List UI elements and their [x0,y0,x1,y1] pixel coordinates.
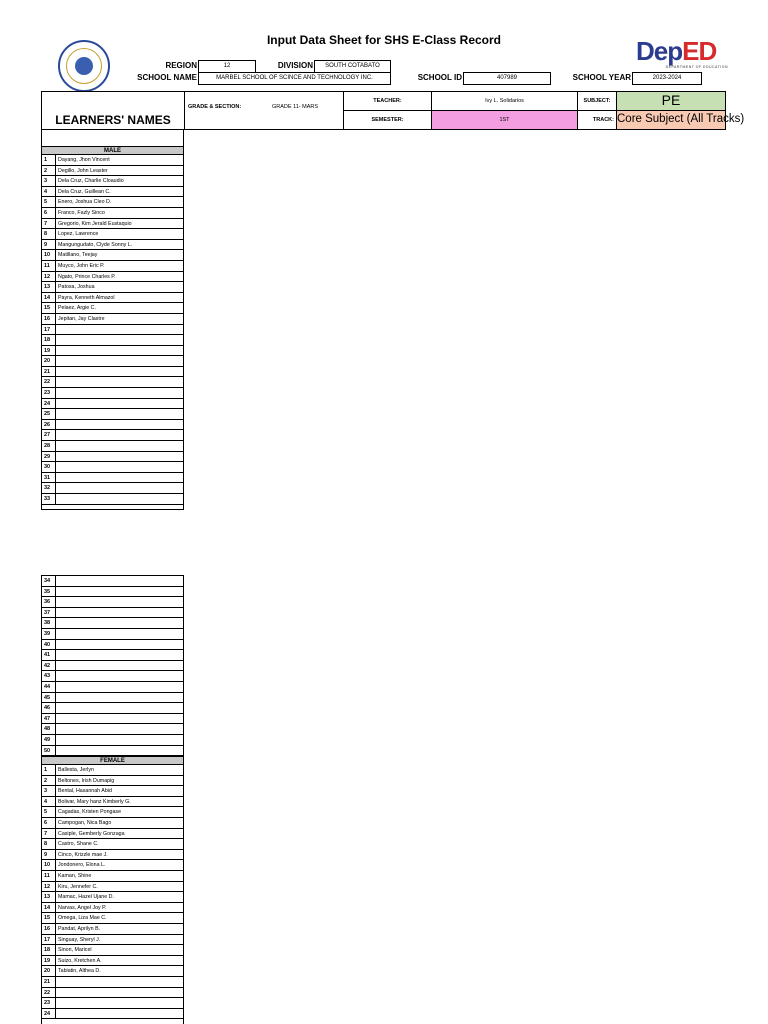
learner-row[interactable] [42,473,183,484]
male-female-list [41,575,184,1024]
school-name-field[interactable]: MARBEL SCHOOL OF SCINCE AND TECHNOLOGY INC. [198,72,391,85]
learner-name[interactable]: Lopez, Lawrence [58,231,99,238]
learner-row[interactable] [42,966,183,977]
learner-row[interactable] [42,871,183,882]
track-field[interactable]: Core Subject (All Tracks) [616,110,726,130]
learner-row[interactable] [42,462,183,473]
learner-name[interactable]: Jondonero, Elona L. [58,862,106,869]
semester-label: SEMESTER: [343,110,432,130]
learner-row[interactable] [42,945,183,956]
male-section-header: MALE [42,146,183,155]
row-number: 16 [42,314,56,324]
learner-row[interactable] [42,786,183,797]
learner-name[interactable]: Mangungudato, Clyde Sonny L. [58,241,133,248]
learner-name[interactable]: Franco, Fazly Sinco [58,209,105,216]
row-number: 14 [42,903,56,913]
learner-name[interactable]: Bental, Hasannah Abid [58,788,112,795]
row-number: 44 [42,682,56,692]
row-number: 6 [42,208,56,218]
learner-name[interactable]: Castro, Shane C. [58,841,99,848]
learner-row[interactable] [42,629,183,640]
learner-name[interactable]: Pandat, Aprilyn B. [58,926,101,932]
learner-row[interactable] [42,155,183,166]
region-field[interactable]: 12 [198,60,256,73]
learner-row[interactable] [42,576,183,587]
page-title: Input Data Sheet for SHS E-Class Record [266,33,502,47]
learner-name[interactable]: Suizo, Kretchen A. [58,957,102,964]
row-number: 5 [42,807,56,817]
learner-row[interactable] [42,746,183,757]
row-number: 14 [42,293,56,303]
subject-label: SUBJECT: [577,91,617,111]
row-number: 9 [42,240,56,250]
learner-row[interactable] [42,483,183,494]
learner-row[interactable] [42,977,183,988]
learner-row[interactable] [42,272,183,283]
row-number: 18 [42,335,56,345]
learner-row[interactable] [42,924,183,935]
learner-name[interactable]: Sinon, Maricel [58,947,92,954]
learner-row[interactable] [42,735,183,746]
learner-row[interactable] [42,409,183,420]
learner-row[interactable] [42,494,183,505]
learner-name[interactable]: Enero, Joshua Cleo D. [58,199,112,206]
row-number: 6 [42,818,56,828]
row-number: 28 [42,441,56,451]
learner-name[interactable]: Casiple, Gemberly Gonzaga [58,830,125,837]
learner-name[interactable]: Omega, Liza Mae C. [58,915,107,922]
learner-row[interactable] [42,335,183,346]
learner-row[interactable] [42,399,183,410]
learner-row[interactable] [42,420,183,431]
row-number: 19 [42,956,56,966]
row-number: 7 [42,829,56,839]
row-number: 26 [42,420,56,430]
row-number: 10 [42,250,56,260]
grade-section-value[interactable]: GRADE 11- MARS [272,104,319,110]
teacher-label: TEACHER: [343,91,432,111]
learner-row[interactable] [42,913,183,924]
row-number: 33 [42,494,56,504]
learner-row[interactable] [42,187,183,198]
learner-row[interactable] [42,261,183,272]
division-label: DIVISION [277,61,313,70]
learner-name[interactable]: Tabiatin, Althea D. [58,968,101,975]
row-number: 13 [42,892,56,902]
learner-row[interactable] [42,776,183,787]
row-number: 11 [42,261,56,271]
learner-row[interactable] [42,1009,183,1020]
row-number: 35 [42,587,56,597]
school-name-label: SCHOOL NAME [137,73,197,82]
learner-name[interactable]: Kaman, Shine [58,873,92,880]
learner-name[interactable]: Cagadas, Kristen Pongase [58,809,122,816]
row-number: 15 [42,303,56,313]
learner-row[interactable] [42,682,183,693]
row-number: 20 [42,356,56,366]
learner-row[interactable] [42,250,183,261]
learner-row[interactable] [42,388,183,399]
learner-row[interactable] [42,430,183,441]
learner-row[interactable] [42,197,183,208]
row-number: 3 [42,176,56,186]
row-number: 2 [42,776,56,786]
row-number: 36 [42,597,56,607]
learner-name[interactable]: Ballesta, Jerlyn [58,767,94,774]
row-number: 30 [42,462,56,472]
row-number: 9 [42,850,56,860]
row-number: 19 [42,346,56,356]
deped-seal-icon [58,40,110,92]
learner-name[interactable]: Campogan, Nica Bago [58,820,112,827]
learner-name[interactable]: Matillano, Teejay [58,252,98,259]
row-number: 24 [42,399,56,409]
learner-row[interactable] [42,608,183,619]
learner-row[interactable] [42,314,183,325]
learner-row[interactable] [42,650,183,661]
row-number: 23 [42,998,56,1008]
row-number: 46 [42,703,56,713]
learner-name[interactable]: Payra, Kenneth Almazol [58,294,115,301]
learner-row[interactable] [42,325,183,336]
row-number: 22 [42,377,56,387]
learner-row[interactable] [42,829,183,840]
row-number: 20 [42,966,56,976]
row-number: 47 [42,714,56,724]
learner-row[interactable] [42,797,183,808]
learner-row[interactable] [42,988,183,999]
learner-name[interactable]: Patosa, Joshua [58,284,95,291]
row-number: 12 [42,882,56,892]
learner-row[interactable] [42,597,183,608]
learner-row[interactable] [42,176,183,187]
row-number: 4 [42,797,56,807]
row-number: 50 [42,746,56,756]
row-number: 22 [42,988,56,998]
row-number: 41 [42,650,56,660]
learner-row[interactable] [42,240,183,251]
learner-row[interactable] [42,282,183,293]
learner-row[interactable] [42,714,183,725]
learner-row[interactable] [42,661,183,672]
subject-field[interactable]: PE [616,91,726,111]
row-number: 43 [42,671,56,681]
learner-row[interactable] [42,356,183,367]
info-header-table [41,91,745,130]
row-number: 23 [42,388,56,398]
row-number: 21 [42,367,56,377]
row-number: 3 [42,786,56,796]
learner-name[interactable]: Kiru, Jennefer C. [58,883,98,890]
row-number: 49 [42,735,56,745]
semester-field[interactable]: 1ST [431,110,578,130]
learner-name[interactable]: Muyco, John Eric P. [58,262,105,269]
grade-section-cell [184,91,344,130]
learner-row[interactable] [42,860,183,871]
learner-name[interactable]: Singuay, Sheryl J. [58,936,101,943]
learner-row[interactable] [42,303,183,314]
row-number: 1 [42,765,56,775]
row-number: 1 [42,155,56,165]
school-year-field[interactable]: 2023-2024 [632,72,702,85]
learner-name[interactable]: Ngato, Prince Charles P. [58,273,116,280]
learner-row[interactable] [42,367,183,378]
logo-dep-text: Dep [636,36,683,66]
school-year-label: SCHOOL YEAR [572,73,631,82]
school-id-field[interactable]: 407989 [463,72,551,85]
row-number: 16 [42,924,56,934]
learner-row[interactable] [42,618,183,629]
row-number: 42 [42,661,56,671]
logo-subtitle: DEPARTMENT OF EDUCATION [665,65,728,69]
learner-name[interactable]: Narvas, Angel Joy P. [58,904,107,911]
row-number: 29 [42,452,56,462]
row-number: 5 [42,197,56,207]
learner-row[interactable] [42,818,183,829]
learner-row[interactable] [42,882,183,893]
learner-row[interactable] [42,452,183,463]
school-id-label: SCHOOL ID [417,73,462,82]
region-label: REGION [165,61,197,70]
learner-row[interactable] [42,850,183,861]
learner-row[interactable] [42,807,183,818]
learner-row[interactable] [42,935,183,946]
learner-row[interactable] [42,229,183,240]
row-number: 45 [42,693,56,703]
learner-row[interactable] [42,693,183,704]
learner-row[interactable] [42,998,183,1009]
learner-name[interactable]: Mamac, Hazel Ujane D. [58,894,114,901]
learner-name[interactable]: Cinco, Krizzle mae J. [58,851,108,858]
row-number: 25 [42,409,56,419]
row-number: 21 [42,977,56,987]
row-number: 32 [42,483,56,493]
learner-name[interactable]: Degillo, John Leaster [58,167,108,174]
division-field[interactable]: SOUTH COTABATO [314,60,391,73]
learner-row[interactable] [42,293,183,304]
learner-row[interactable] [42,219,183,230]
learner-row[interactable] [42,640,183,651]
learner-name[interactable]: Dela Cruz, Charlie Cloaudio [58,178,124,185]
row-number: 7 [42,219,56,229]
learner-row[interactable] [42,208,183,219]
learner-row[interactable] [42,441,183,452]
deped-logo [636,37,728,71]
learners-names-heading: LEARNERS' NAMES [41,91,185,130]
learner-name[interactable]: Dayang, Jhon Vincent [58,157,110,163]
learner-row[interactable] [42,903,183,914]
learner-row[interactable] [42,703,183,714]
grade-section-label: GRADE & SECTION: [188,104,242,110]
row-number: 34 [42,576,56,586]
learner-row[interactable] [42,724,183,735]
male-list [41,130,184,510]
female-section-header: FEMALE [42,756,183,765]
row-number: 13 [42,282,56,292]
learner-name[interactable]: Dela Cruz, Guillean C. [58,188,111,195]
learner-name[interactable]: Gregorio, Kim Jerald Eustaquio [58,220,132,227]
row-number: 39 [42,629,56,639]
learner-row[interactable] [42,377,183,388]
learner-row[interactable] [42,346,183,357]
row-number: 24 [42,1009,56,1019]
row-number: 27 [42,430,56,440]
teacher-field[interactable]: Ivy L. Solidarios [431,91,578,111]
row-number: 2 [42,166,56,176]
row-number: 8 [42,229,56,239]
learner-row[interactable] [42,839,183,850]
row-number: 40 [42,640,56,650]
row-number: 8 [42,839,56,849]
learner-row[interactable] [42,166,183,177]
logo-ed-text: ED [682,36,717,66]
row-number: 48 [42,724,56,734]
learner-row[interactable] [42,892,183,903]
row-number: 37 [42,608,56,618]
learner-row[interactable] [42,765,183,776]
row-number: 31 [42,473,56,483]
row-number: 11 [42,871,56,881]
row-number: 18 [42,945,56,955]
row-number: 4 [42,187,56,197]
learner-name[interactable]: Jepitan, Jay Clastre [58,315,105,322]
row-number: 38 [42,618,56,628]
learner-row[interactable] [42,956,183,967]
learner-row[interactable] [42,587,183,598]
learner-row[interactable] [42,671,183,682]
row-number: 15 [42,913,56,923]
row-number: 17 [42,935,56,945]
row-number: 17 [42,325,56,335]
track-label: TRACK: [577,110,617,130]
learner-name[interactable]: Beltones, Irish Dumapig [58,777,115,784]
learner-name[interactable]: Pelaez, Argie C. [58,305,96,312]
learner-name[interactable]: Bolivar, Mary hanz Kimberly G. [58,798,131,805]
row-number: 10 [42,860,56,870]
row-number: 12 [42,272,56,282]
